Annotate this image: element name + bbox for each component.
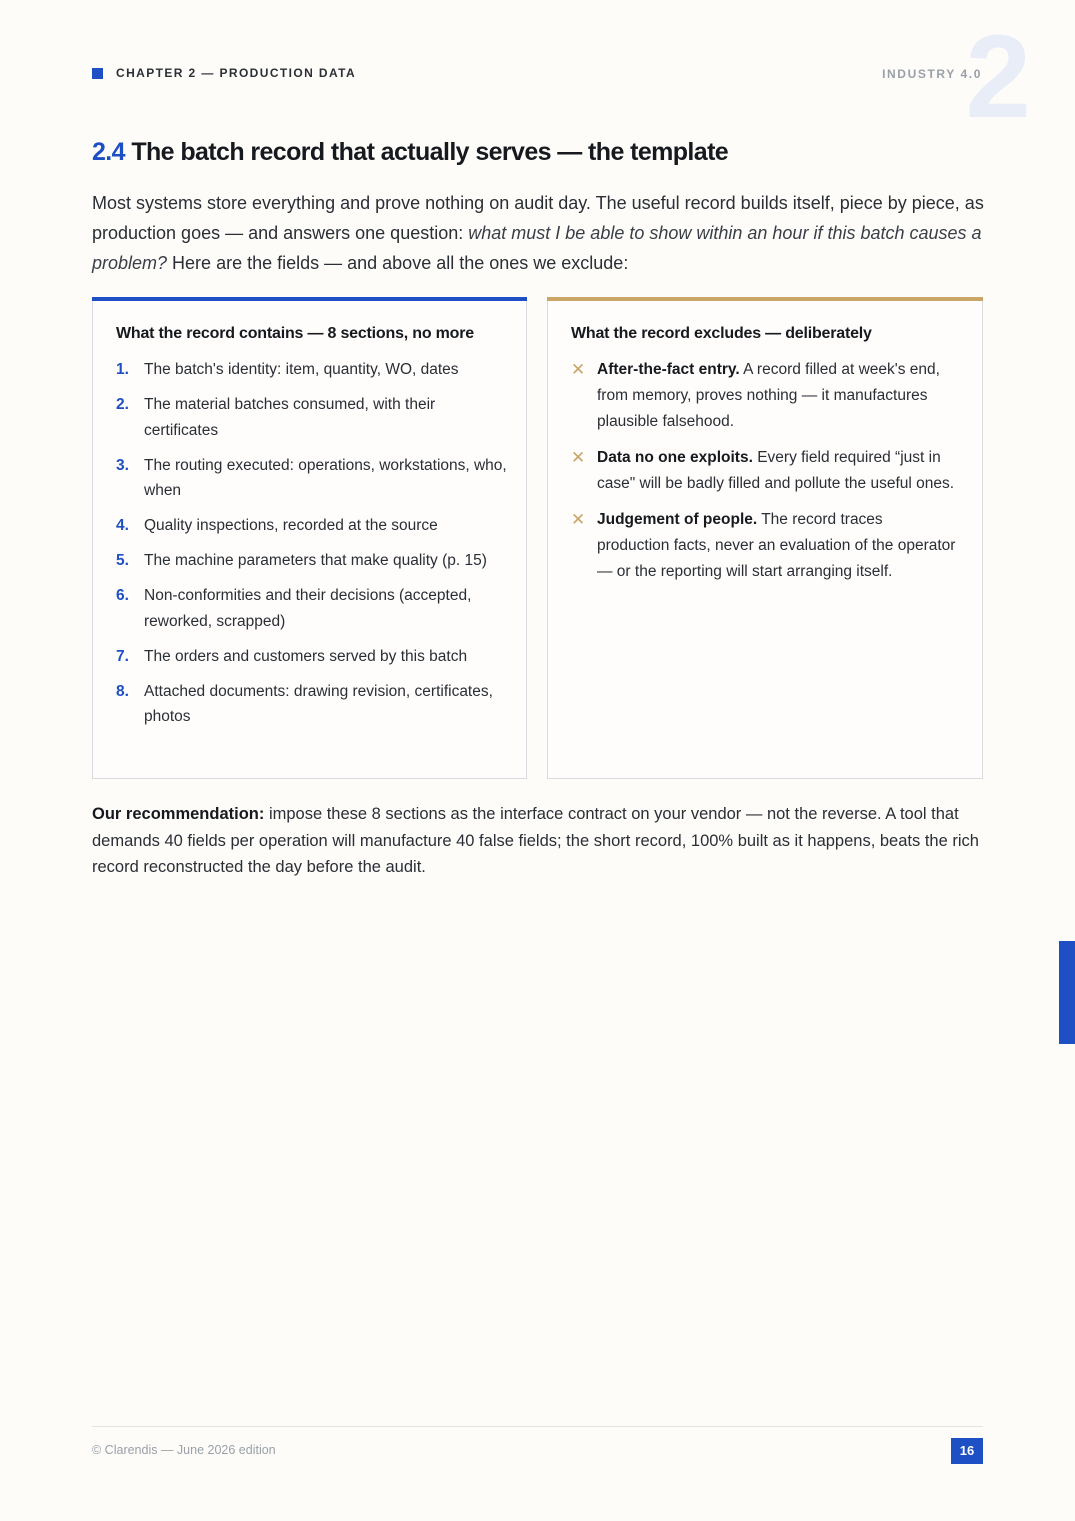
contains-item: [116, 583, 511, 634]
contains-list: [116, 357, 511, 739]
item-text: [597, 357, 956, 435]
section-title-text: The batch record that actually serves — the template: [131, 138, 729, 166]
item-text: Quality inspections, recorded at the source: [144, 517, 438, 534]
excludes-list: [571, 357, 956, 595]
item-lead: Data no one exploits.: [597, 449, 753, 466]
item-body: The record traces production facts, never an evaluation of the operator — or the reporting will start arranging itself.: [597, 511, 956, 580]
contains-item: [116, 679, 511, 730]
contains-item: [116, 392, 511, 443]
contains-item: [116, 644, 511, 670]
running-header-right: INDUSTRY 4.0: [882, 67, 982, 81]
item-body: A record filled at week's end, from memory, proves nothing — it manufactures plausible falsehood.: [597, 361, 940, 430]
item-number: 3.: [116, 456, 129, 474]
chapter-number-watermark: 2: [965, 11, 1027, 143]
excludes-heading: What the record excludes — deliberately: [571, 325, 872, 342]
excludes-panel: [547, 297, 983, 779]
section-title: [92, 138, 728, 167]
recommendation-text: impose these 8 sections as the interface contract on your vendor — not the reverse. A tool that demands 40 fields per operation will manufacture 40 false fields; the short record, 100% built as it happens, beats the rich record reconstructed the day before the audit.: [92, 805, 979, 876]
item-text: The machine parameters that make quality (p. 15): [144, 552, 487, 569]
intro-part2: Here are the fields — and above all the ones we exclude:: [167, 253, 629, 273]
contains-panel-top-bar: [92, 297, 527, 301]
intro-paragraph: [92, 188, 984, 278]
item-text: The batch's identity: item, quantity, WO, dates: [144, 361, 459, 378]
excludes-item: [571, 507, 956, 585]
item-text: [597, 445, 956, 497]
item-text: The material batches consumed, with their certificates: [144, 396, 436, 439]
excludes-item: [571, 445, 956, 497]
item-number: 7.: [116, 647, 129, 665]
chapter-marker-square: [92, 68, 103, 79]
cross-icon: ✕: [571, 448, 586, 467]
contains-item: [116, 548, 511, 574]
item-number: 6.: [116, 587, 129, 604]
intro-part1: Most systems store everything and prove nothing on audit day. The useful record builds itself, piece by piece, as production goes — and answers one question:: [92, 193, 984, 243]
item-body: Every field required “just in case" will be badly filled and pollute the useful ones.: [597, 449, 955, 492]
cross-icon: ✕: [571, 510, 586, 529]
contains-item: [116, 357, 511, 383]
excludes-item: [571, 357, 956, 435]
item-number: 8.: [116, 682, 129, 700]
chapter-label: CHAPTER 2 — PRODUCTION DATA: [116, 66, 357, 80]
item-text: Non-conformities and their decisions (accepted, reworked, scrapped): [144, 587, 472, 630]
recommendation-label: Our recommendation:: [92, 805, 265, 823]
item-text: The orders and customers served by this batch: [144, 647, 468, 665]
intro-question: what must I be able to show within an hour if this batch causes a problem?: [92, 223, 982, 273]
contains-heading: What the record contains — 8 sections, no more: [116, 325, 474, 342]
item-lead: Judgement of people.: [597, 511, 758, 528]
item-text: Attached documents: drawing revision, certificates, photos: [144, 682, 493, 725]
cross-icon: ✕: [571, 360, 586, 379]
recommendation-paragraph: [92, 801, 984, 881]
item-text: The routing executed: operations, workstations, who, when: [144, 456, 507, 499]
footer-copyright: © Clarendis — June 2026 edition: [92, 1443, 276, 1457]
item-text: [597, 507, 956, 585]
item-lead: After-the-fact entry.: [597, 361, 740, 378]
item-number: 5.: [116, 552, 129, 569]
page-number-badge: 16: [951, 1438, 983, 1464]
item-number: 4.: [116, 517, 129, 534]
item-number: 1.: [116, 361, 129, 378]
section-number: 2.4: [92, 138, 125, 166]
contains-item: [116, 453, 511, 504]
chapter-side-tab: [1059, 941, 1075, 1044]
contains-panel: [92, 297, 527, 779]
item-number: 2.: [116, 396, 129, 413]
footer-divider: [92, 1426, 983, 1427]
excludes-panel-top-bar: [547, 297, 983, 301]
contains-item: [116, 513, 511, 539]
